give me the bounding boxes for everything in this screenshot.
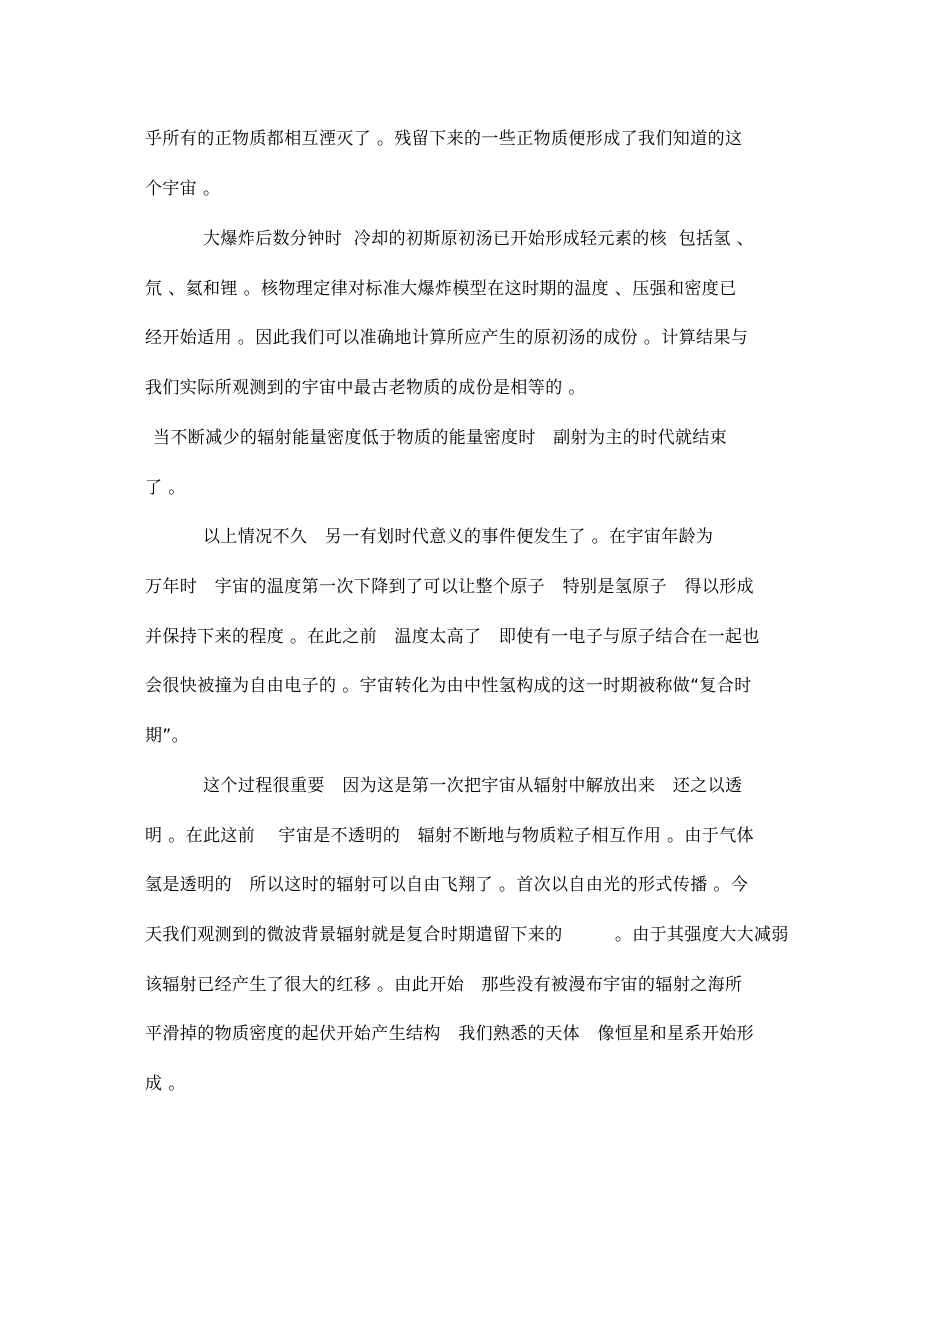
text-line: 明 。在此这前 宇宙是不透明的 辐射不断地与物质粒子相互作用 。由于气体 — [145, 826, 755, 846]
paragraph-first-line: 大爆炸后数分钟时 冷却的初斯原初汤已开始形成轻元素的核 包括氢 、 — [203, 229, 755, 249]
text-line: 并保持下来的程度 。在此之前 温度太高了 即使有一电子与原子结合在一起也 — [145, 627, 760, 647]
text-line: 期”。 — [145, 726, 190, 746]
paragraph-first-line: 这个过程很重要 因为这是第一次把宇宙从辐射中解放出来 还之以透 — [203, 776, 743, 796]
text-line: 该辐射已经产生了很大的红移 。由此开始 那些没有被漫布宇宙的辐射之海所 — [145, 975, 743, 995]
text-line: 氢是透明的 所以这时的辐射可以自由飞翔了 。首次以自由光的形式传播 。今 — [145, 875, 749, 895]
text-line: 成 。 — [145, 1074, 186, 1094]
text-line: 乎所有的正物质都相互湮灭了 。残留下来的一些正物质便形成了我们知道的这 — [145, 129, 743, 149]
text-line: 万年时 宇宙的温度第一次下降到了可以让整个原子 特别是氢原子 得以形成 — [145, 577, 755, 597]
text-line: 了 。 — [145, 478, 186, 498]
text-line: 经开始适用 。因此我们可以准确地计算所应产生的原初汤的成份 。计算结果与 — [145, 328, 749, 348]
text-line: 天我们观测到的微波背景辐射就是复合时期遣留下来的 。由于其强度大大减弱 — [145, 925, 789, 945]
text-line: 会很快被撞为自由电子的 。宇宙转化为由中性氢构成的这一时期被称做“复合时 — [145, 676, 752, 696]
text-line: 氘 、氦和锂 。核物理定律对标准大爆炸模型在这时期的温度 、压强和密度已 — [145, 279, 737, 299]
text-line: 平滑掉的物质密度的起伏开始产生结构 我们熟悉的天体 像恒星和星系开始形 — [145, 1024, 755, 1044]
text-line: 个宇宙 。 — [145, 179, 221, 199]
paragraph-first-line: 以上情况不久 另一有划时代意义的事件便发生了 。在宇宙年龄为 — [203, 527, 714, 547]
text-line: 我们实际所观测到的宇宙中最古老物质的成份是相等的 。 — [145, 378, 586, 398]
paragraph-first-line: 当不断减少的辐射能量密度低于物质的能量密度时 副射为主的时代就结束 — [153, 428, 728, 448]
